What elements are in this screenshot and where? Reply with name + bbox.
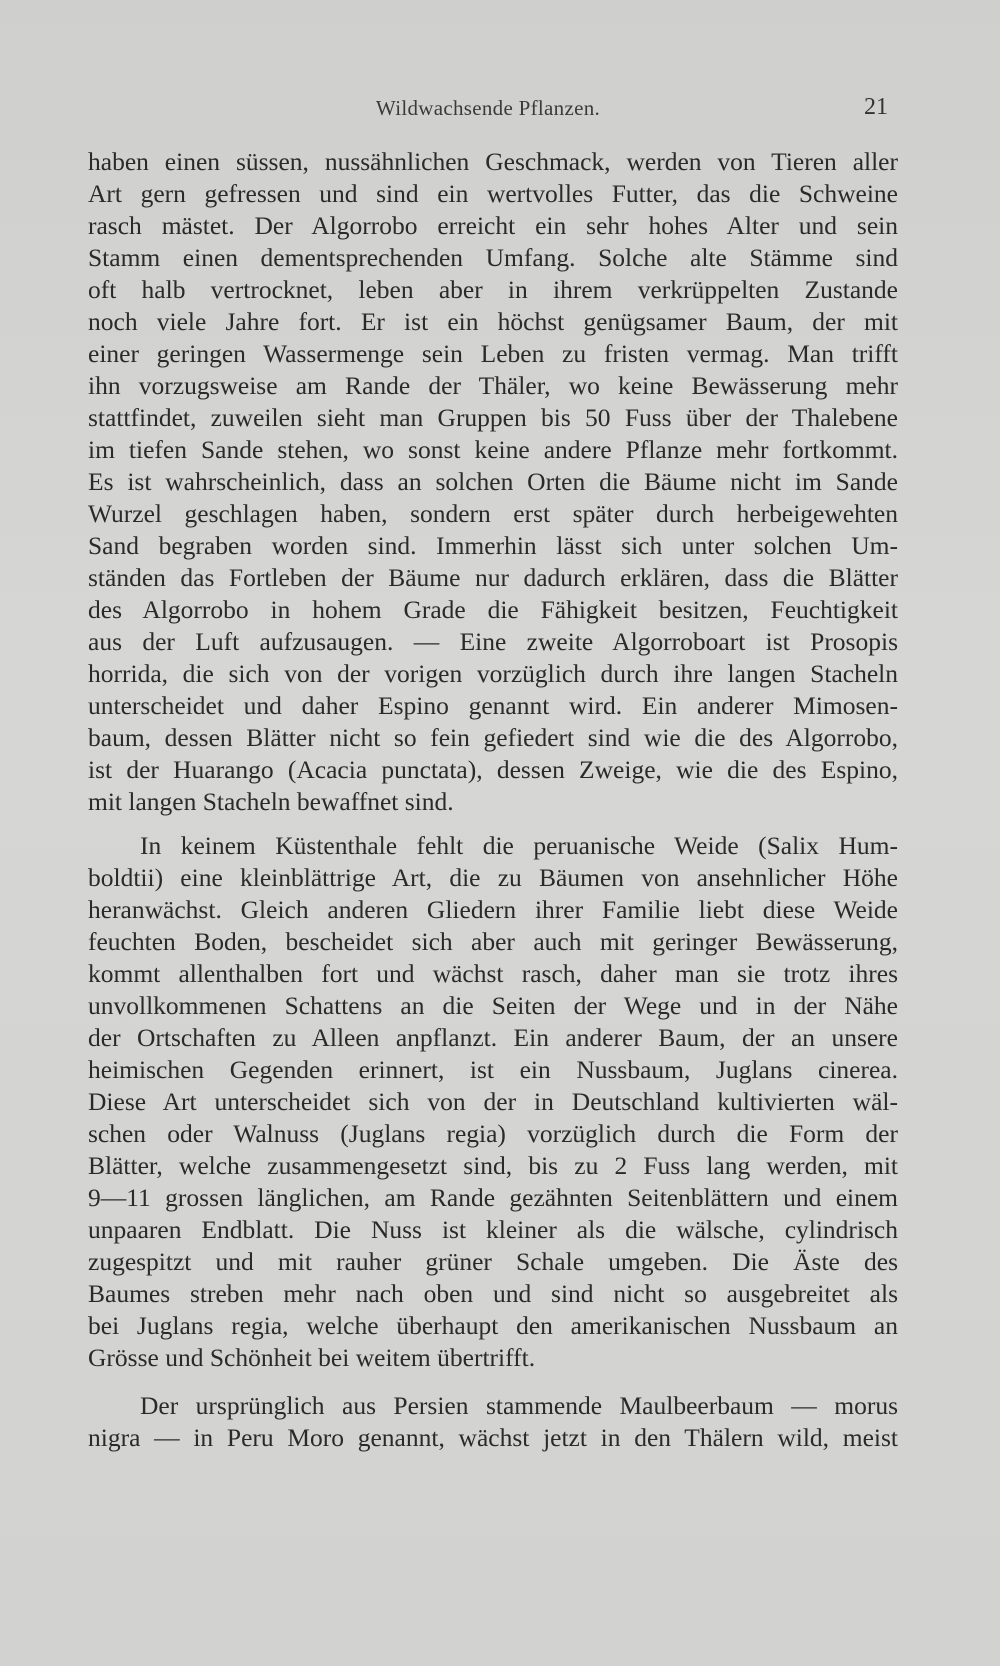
- running-title: Wildwachsende Pflanzen.: [375, 96, 601, 120]
- text-line: kommt allenthalben fort und wächst rasch, daher man sie trotz ihres: [88, 959, 898, 988]
- page-number: 21: [864, 94, 888, 120]
- text-line: Der ursprünglich aus Persien stammende Maulbeerbaum — morus: [140, 1391, 898, 1420]
- text-line: oft halb vertrocknet, leben aber in ihrem verkrüppelten Zustande: [88, 275, 898, 304]
- text-line: Diese Art unterscheidet sich von der in Deutschland kultivierten wäl-: [88, 1087, 898, 1116]
- text-line: unterscheidet und daher Espino genannt wird. Ein anderer Mimosen-: [88, 691, 898, 720]
- text-line: mit langen Stacheln bewaffnet sind.: [88, 787, 454, 816]
- text-line: 9—11 grossen länglichen, am Rande gezähnten Seitenblättern und einem: [88, 1183, 898, 1212]
- text-line: ist der Huarango (Acacia punctata), dessen Zweige, wie die des Espino,: [88, 755, 898, 784]
- text-line: rasch mästet. Der Algorrobo erreicht ein sehr hohes Alter und sein: [88, 211, 898, 240]
- text-line: haben einen süssen, nussähnlichen Geschmack, werden von Tieren aller: [88, 147, 898, 176]
- text-line: Grösse und Schönheit bei weitem übertrifft.: [88, 1343, 536, 1372]
- text-line: Blätter, welche zusammengesetzt sind, bis zu 2 Fuss lang werden, mit: [88, 1151, 898, 1180]
- text-line: heranwächst. Gleich anderen Gliedern ihrer Familie liebt diese Weide: [88, 895, 898, 924]
- text-line: heimischen Gegenden erinnert, ist ein Nussbaum, Juglans cinerea.: [88, 1055, 898, 1084]
- text-line: baum, dessen Blätter nicht so fein gefiedert sind wie die des Algorrobo,: [88, 723, 898, 752]
- text-line: boldtii) eine kleinblättrige Art, die zu Bäumen von ansehnlicher Höhe: [88, 863, 898, 892]
- text-line: Es ist wahrscheinlich, dass an solchen Orten die Bäume nicht im Sande: [88, 467, 898, 496]
- text-line: In keinem Küstenthale fehlt die peruanische Weide (Salix Hum-: [140, 831, 898, 860]
- text-line: Baumes streben mehr nach oben und sind nicht so ausgebreitet als: [88, 1279, 898, 1308]
- text-line: zugespitzt und mit rauher grüner Schale umgeben. Die Äste des: [88, 1247, 898, 1276]
- text-line: noch viele Jahre fort. Er ist ein höchst genügsamer Baum, der mit: [88, 307, 898, 336]
- text-line: bei Juglans regia, welche überhaupt den amerikanischen Nussbaum an: [88, 1311, 898, 1340]
- text-line: im tiefen Sande stehen, wo sonst keine andere Pflanze mehr fortkommt.: [88, 435, 898, 464]
- text-line: aus der Luft aufzusaugen. — Eine zweite Algorroboart ist Prosopis: [88, 627, 898, 656]
- text-line: schen oder Walnuss (Juglans regia) vorzüglich durch die Form der: [88, 1119, 898, 1148]
- text-line: des Algorrobo in hohem Grade die Fähigkeit besitzen, Feuchtigkeit: [88, 595, 898, 624]
- text-line: ständen das Fortleben der Bäume nur dadurch erklären, dass die Blätter: [88, 563, 898, 592]
- text-line: Wurzel geschlagen haben, sondern erst später durch herbeigewehten: [88, 499, 898, 528]
- text-line: Stamm einen dementsprechenden Umfang. Solche alte Stämme sind: [88, 243, 898, 272]
- text-line: horrida, die sich von der vorigen vorzüglich durch ihre langen Stacheln: [88, 659, 898, 688]
- text-line: Sand begraben worden sind. Immerhin lässt sich unter solchen Um-: [88, 531, 898, 560]
- text-line: der Ortschaften zu Alleen anpflanzt. Ein anderer Baum, der an unsere: [88, 1023, 898, 1052]
- text-line: ihn vorzugsweise am Rande der Thäler, wo keine Bewässerung mehr: [88, 371, 898, 400]
- text-line: feuchten Boden, bescheidet sich aber auch mit geringer Bewässerung,: [88, 927, 898, 956]
- text-line: unpaaren Endblatt. Die Nuss ist kleiner als die wälsche, cylindrisch: [88, 1215, 898, 1244]
- text-line: stattfindet, zuweilen sieht man Gruppen bis 50 Fuss über der Thalebene: [88, 403, 898, 432]
- text-line: nigra — in Peru Moro genannt, wächst jetzt in den Thälern wild, meist: [88, 1423, 898, 1452]
- text-line: unvollkommenen Schattens an die Seiten der Wege und in der Nähe: [88, 991, 898, 1020]
- text-line: einer geringen Wassermenge sein Leben zu fristen vermag. Man trifft: [88, 339, 898, 368]
- text-line: Art gern gefressen und sind ein wertvolles Futter, das die Schweine: [88, 179, 898, 208]
